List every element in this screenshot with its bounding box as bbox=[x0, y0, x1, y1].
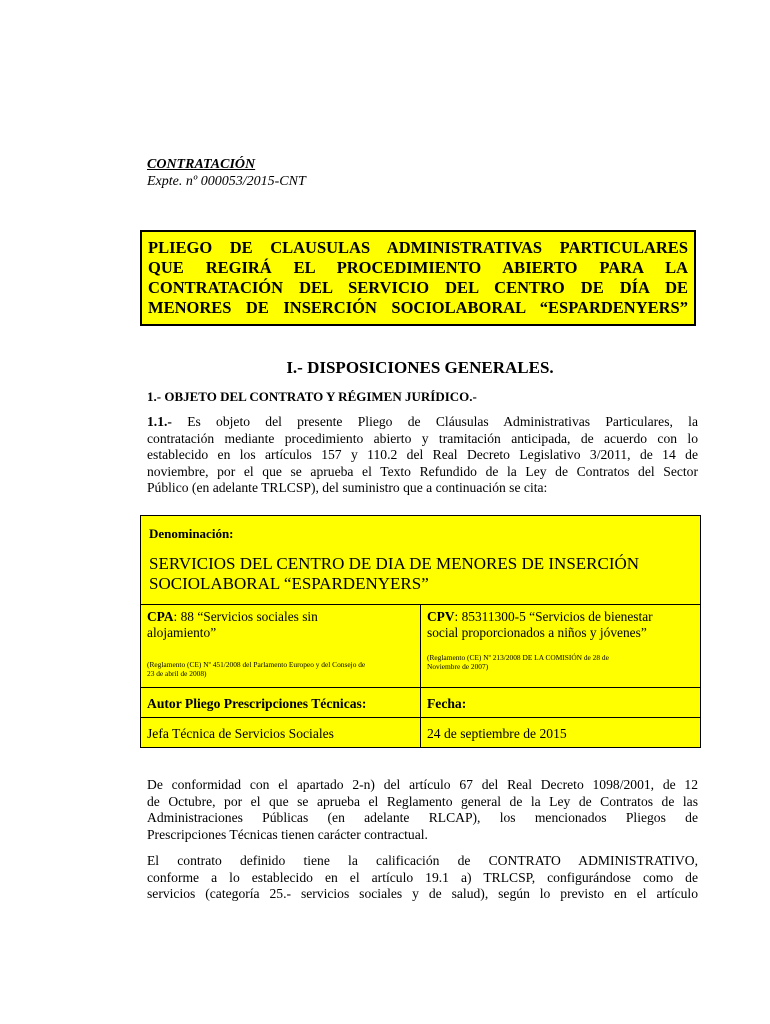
paragraph-line: noviembre, por el que se aprueba el Texto Refundido de la Ley de Contratos del Sector bbox=[147, 463, 698, 479]
paragraph-line: Público (en adelante TRLCSP), del suministro que a continuación se cita: bbox=[147, 480, 548, 496]
paragraph-line: conforme a lo establecido en el artículo 19.1 a) TRLCSP, configurándose como de bbox=[147, 869, 698, 885]
denominacion-line: SOCIOLABORAL “ESPARDENYERS” bbox=[149, 574, 429, 593]
paragraph-line: Prescripciones Técnicas tienen carácter contractual. bbox=[147, 826, 428, 842]
paragraph-object bbox=[147, 414, 698, 497]
note-line: 23 de abril de 2008) bbox=[147, 669, 207, 678]
cpv-code: : 85311300-5 “Servicios de bienestar bbox=[454, 609, 653, 624]
denominacion-label: Denominación: bbox=[149, 526, 234, 541]
paragraph-qualification bbox=[147, 853, 698, 903]
cpv-label: CPV bbox=[427, 609, 455, 624]
paragraph-line: De conformidad con el apartado 2-n) del artículo 67 del Real Decreto 1098/2001, de 12 bbox=[147, 777, 698, 792]
date-value: 24 de septiembre de 2015 bbox=[427, 726, 567, 741]
paragraph-conformity bbox=[147, 777, 698, 843]
date-label-cell bbox=[421, 688, 700, 717]
document-title-box bbox=[140, 230, 696, 326]
note-line: (Reglamento (CE) Nº 213/2008 DE LA COMISIÓN de 28 de bbox=[427, 653, 609, 662]
author-value-row bbox=[141, 717, 700, 748]
denominacion-value bbox=[149, 554, 697, 594]
author-label-cell bbox=[141, 688, 421, 717]
cpa-code-cont: alojamiento” bbox=[147, 625, 217, 640]
paragraph-line: establecido en los artículos 157 y 110.2 del Real Decreto Legislativo 3/2011, de 14 de bbox=[147, 447, 698, 463]
cpa-code: : 88 “Servicios sociales sin bbox=[173, 609, 318, 624]
contract-info-table bbox=[140, 515, 701, 748]
note-line: Noviembre de 2007) bbox=[427, 662, 489, 671]
section-title: I.- DISPOSICIONES GENERALES. bbox=[286, 358, 554, 377]
paragraph-number: 1.1.- bbox=[147, 414, 172, 429]
author-value-cell bbox=[141, 718, 421, 748]
cpa-regulation-note bbox=[147, 660, 415, 678]
department-label: CONTRATACIÓN bbox=[147, 157, 256, 172]
date-label: Fecha: bbox=[427, 696, 467, 711]
expediente-number: Expte. nº 000053/2015-CNT bbox=[147, 174, 306, 189]
author-label: Autor Pliego Prescripciones Técnicas: bbox=[147, 696, 367, 711]
date-value-cell bbox=[421, 718, 700, 748]
author-label-row bbox=[141, 687, 700, 717]
document-header bbox=[147, 156, 306, 190]
title-line: PLIEGO DE CLAUSULAS ADMINISTRATIVAS PARTICULARES bbox=[148, 238, 688, 257]
cpv-regulation-note bbox=[427, 653, 695, 671]
cpv-code-cont: social proporcionados a niños y jóvenes” bbox=[427, 625, 647, 640]
paragraph-line: El contrato definido tiene la calificación de CONTRATO ADMINISTRATIVO, bbox=[147, 853, 698, 868]
subsection-title: 1.- OBJETO DEL CONTRATO Y RÉGIMEN JURÍDICO.- bbox=[147, 389, 477, 404]
paragraph-line: servicios (categoría 25.- servicios sociales y de salud), según lo previsto en el artículo bbox=[147, 886, 698, 902]
title-line: MENORES DE INSERCIÓN SOCIOLABORAL “ESPARDENYERS” bbox=[148, 298, 688, 317]
title-line: QUE REGIRÁ EL PROCEDIMIENTO ABIERTO PARA LA bbox=[148, 258, 688, 277]
author-value: Jefa Técnica de Servicios Sociales bbox=[147, 726, 334, 741]
denominacion-line: SERVICIOS DEL CENTRO DE DIA DE MENORES DE INSERCIÓN bbox=[149, 554, 640, 573]
title-line: CONTRATACIÓN DEL SERVICIO DEL CENTRO DE DÍA DE bbox=[148, 278, 688, 297]
note-line: (Reglamento (CE) Nº 451/2008 del Parlamento Europeo y del Consejo de bbox=[147, 660, 366, 669]
cpa-label: CPA bbox=[147, 609, 174, 624]
paragraph-line: Administraciones Públicas (en adelante RLCAP), los mencionados Pliegos de bbox=[147, 810, 698, 826]
paragraph-line: Es objeto del presente Pliego de Cláusulas Administrativas Particulares, la bbox=[171, 414, 698, 429]
paragraph-line: contratación mediante procedimiento abierto y tramitación anticipada, de acuerdo con lo bbox=[147, 430, 698, 446]
paragraph-line: de Octubre, por el que se aprueba el Reglamento general de la Ley de Contratos de las bbox=[147, 793, 698, 809]
